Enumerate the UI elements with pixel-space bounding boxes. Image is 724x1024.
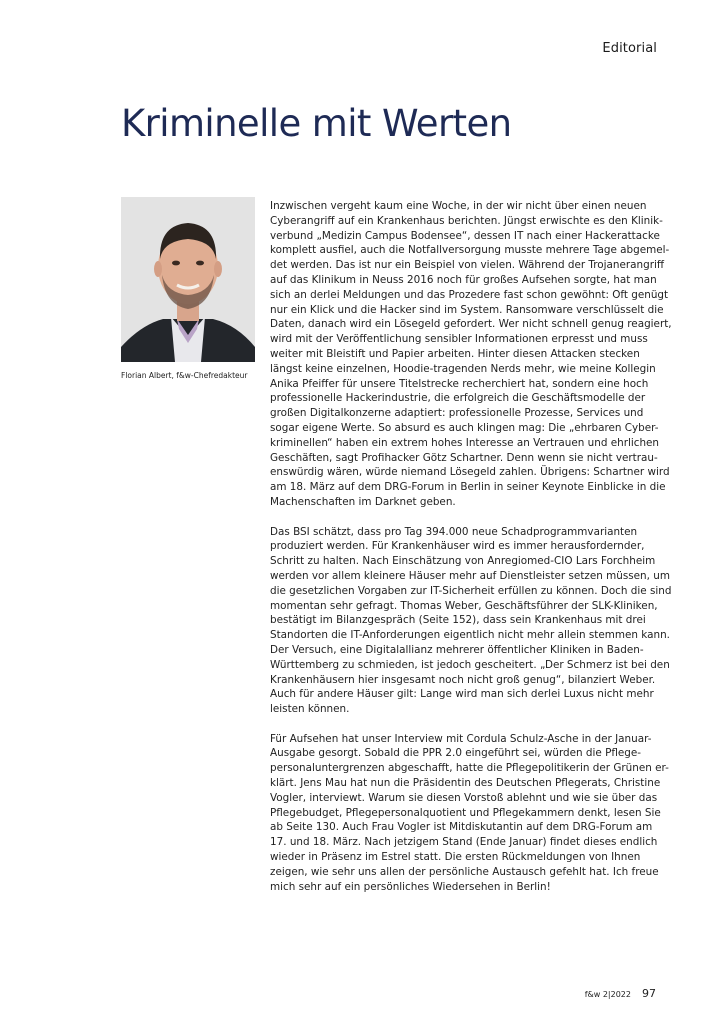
text-line: Pflegebudget, Pflegepersonalquotient und Pflegekammern denkt, lesen Sie [270, 806, 661, 819]
text-line: werden vor allem kleinere Häuser mehr auf Dienstleister setzen müssen, um [270, 569, 670, 582]
text-line: nur ein Klick und die Hacker sind im System. Ransomware verschlüsselt die [270, 303, 664, 316]
editorial-body [270, 199, 672, 909]
text-line: kriminellen“ haben ein extrem hohes Interesse an Vertrauen und ehrlichen [270, 436, 660, 449]
text-line: Standorten die IT-Anforderungen eigentlich nicht mehr allein stemmen kann. [270, 629, 670, 642]
text-line: am 18. März auf dem DRG-Forum in Berlin in seiner Keynote Einblicke in die [270, 481, 666, 494]
text-line: sich an derlei Meldungen und das Prozedere fast schon gewöhnt: Oft genügt [270, 288, 669, 301]
author-portrait [121, 197, 255, 362]
text-line: weiter mit Bleistift und Papier arbeiten. Hinter diesen Attacken stecken [270, 347, 640, 360]
text-line: personaluntergrenzen abgeschafft, hatte die Pflegepolitikerin der Grünen er- [270, 762, 669, 775]
section-label: Editorial [602, 41, 657, 56]
text-line: wieder in Präsenz im Estrel statt. Die ersten Rückmeldungen von Ihnen [270, 851, 641, 864]
text-line: Auch für andere Häuser gilt: Lange wird man sich derlei Luxus nicht mehr [270, 688, 654, 701]
text-line: Vogler, interviewt. Warum sie diesen Vorstoß ablehnt und wie sie über das [270, 791, 658, 804]
text-line: professionelle Hackerindustrie, die erfolgreich die Geschäftsmodelle der [270, 392, 646, 405]
text-line: Für Aufsehen hat unser Interview mit Cordula Schulz-Asche in der Januar- [270, 732, 652, 745]
text-line: bestätigt im Bilanzgespräch (Seite 152), dass sein Krankenhaus mit drei [270, 614, 646, 627]
text-line: Daten, danach wird ein Lösegeld gefordert. Wer nicht schnell genug reagiert, [270, 318, 672, 331]
text-line: Württemberg zu schmieden, ist jedoch gescheitert. „Der Schmerz ist bei den [270, 658, 670, 671]
text-line: leisten können. [270, 703, 350, 716]
text-line: mich sehr auf ein persönliches Wiedersehen in Berlin! [270, 880, 551, 893]
text-line: 17. und 18. März. Nach jetzigem Stand (Ende Januar) findet dieses endlich [270, 836, 658, 849]
paragraph-2 [270, 525, 672, 717]
text-line: Geschäften, sagt Profihacker Götz Schartner. Denn wenn sie nicht vertrau- [270, 451, 658, 464]
portrait-caption: Florian Albert, f&w-Chefredakteur [121, 371, 248, 380]
text-line: großen Digitalkonzerne adaptiert: professionelle Prozesse, Services und [270, 407, 644, 420]
text-line: zeigen, wie sehr uns allen der persönliche Austausch gefehlt hat. Ich freue [270, 865, 659, 878]
text-line: det werden. Das ist nur ein Beispiel von vielen. Während der Trojanerangriff [270, 259, 665, 272]
text-line: Der Versuch, eine Digitalallianz mehrerer öffentlicher Kliniken in Baden- [270, 643, 644, 656]
text-line: komplett ausfiel, auch die Notfallversorgung musste mehrere Tage abgemel- [270, 244, 670, 257]
text-line: Krankenhäusern hier insgesamt noch nicht groß genug“, bilanziert Weber. [270, 673, 656, 686]
text-line: momentan sehr gefragt. Thomas Weber, Geschäftsführer der SLK-Kliniken, [270, 599, 658, 612]
text-line: Machenschaften im Darknet geben. [270, 495, 456, 508]
text-line: wird mit der Veröffentlichung sensibler Informationen erpresst und muss [270, 333, 648, 346]
text-line: sogar eigene Werte. So absurd es auch klingen mag: Die „ehrbaren Cyber- [270, 421, 659, 434]
text-line: produziert werden. Für Krankenhäuser wird es immer herausfordernder, [270, 540, 645, 553]
page-number: 97 [642, 987, 656, 1000]
text-line: ab Seite 130. Auch Frau Vogler ist Mitdiskutantin auf dem DRG-Forum am [270, 821, 653, 834]
text-line: auf das Klinikum in Neuss 2016 noch für großes Aufsehen sorgte, hat man [270, 273, 657, 286]
text-line: Das BSI schätzt, dass pro Tag 394.000 neue Schadprogrammvarianten [270, 525, 638, 538]
text-line: Schritt zu halten. Nach Einschätzung von Anregiomed-CIO Lars Forchheim [270, 555, 656, 568]
text-line: längst keine einzelnen, Hoodie-tragenden Nerds mehr, wie meine Kollegin [270, 362, 656, 375]
text-line: klärt. Jens Mau hat nun die Präsidentin des Deutschen Pflegerats, Christine [270, 777, 661, 790]
paragraph-1 [270, 199, 672, 510]
text-line: enswürdig wären, würde niemand Lösegeld zahlen. Übrigens: Schartner wird [270, 466, 670, 479]
magazine-issue: f&w 2|2022 [584, 990, 631, 999]
text-line: Ausgabe gesorgt. Sobald die PPR 2.0 eingeführt sei, würden die Pflege- [270, 747, 642, 760]
text-line: Anika Pfeiffer für unsere Titelstrecke recherchiert hat, sondern eine hoch [270, 377, 649, 390]
text-line: die gesetzlichen Vorgaben zur IT-Sicherheit erfüllen zu können. Doch die sind [270, 584, 672, 597]
text-line: verbund „Medizin Campus Bodensee“, dessen IT nach einer Hackerattacke [270, 229, 660, 242]
text-line: Cyberangriff auf ein Krankenhaus berichten. Jüngst erwischte es den Klinik- [270, 214, 663, 227]
paragraph-3 [270, 732, 669, 895]
text-line: Inzwischen vergeht kaum eine Woche, in der wir nicht über einen neuen [270, 200, 647, 212]
page-title: Kriminelle mit Werten [121, 102, 512, 145]
